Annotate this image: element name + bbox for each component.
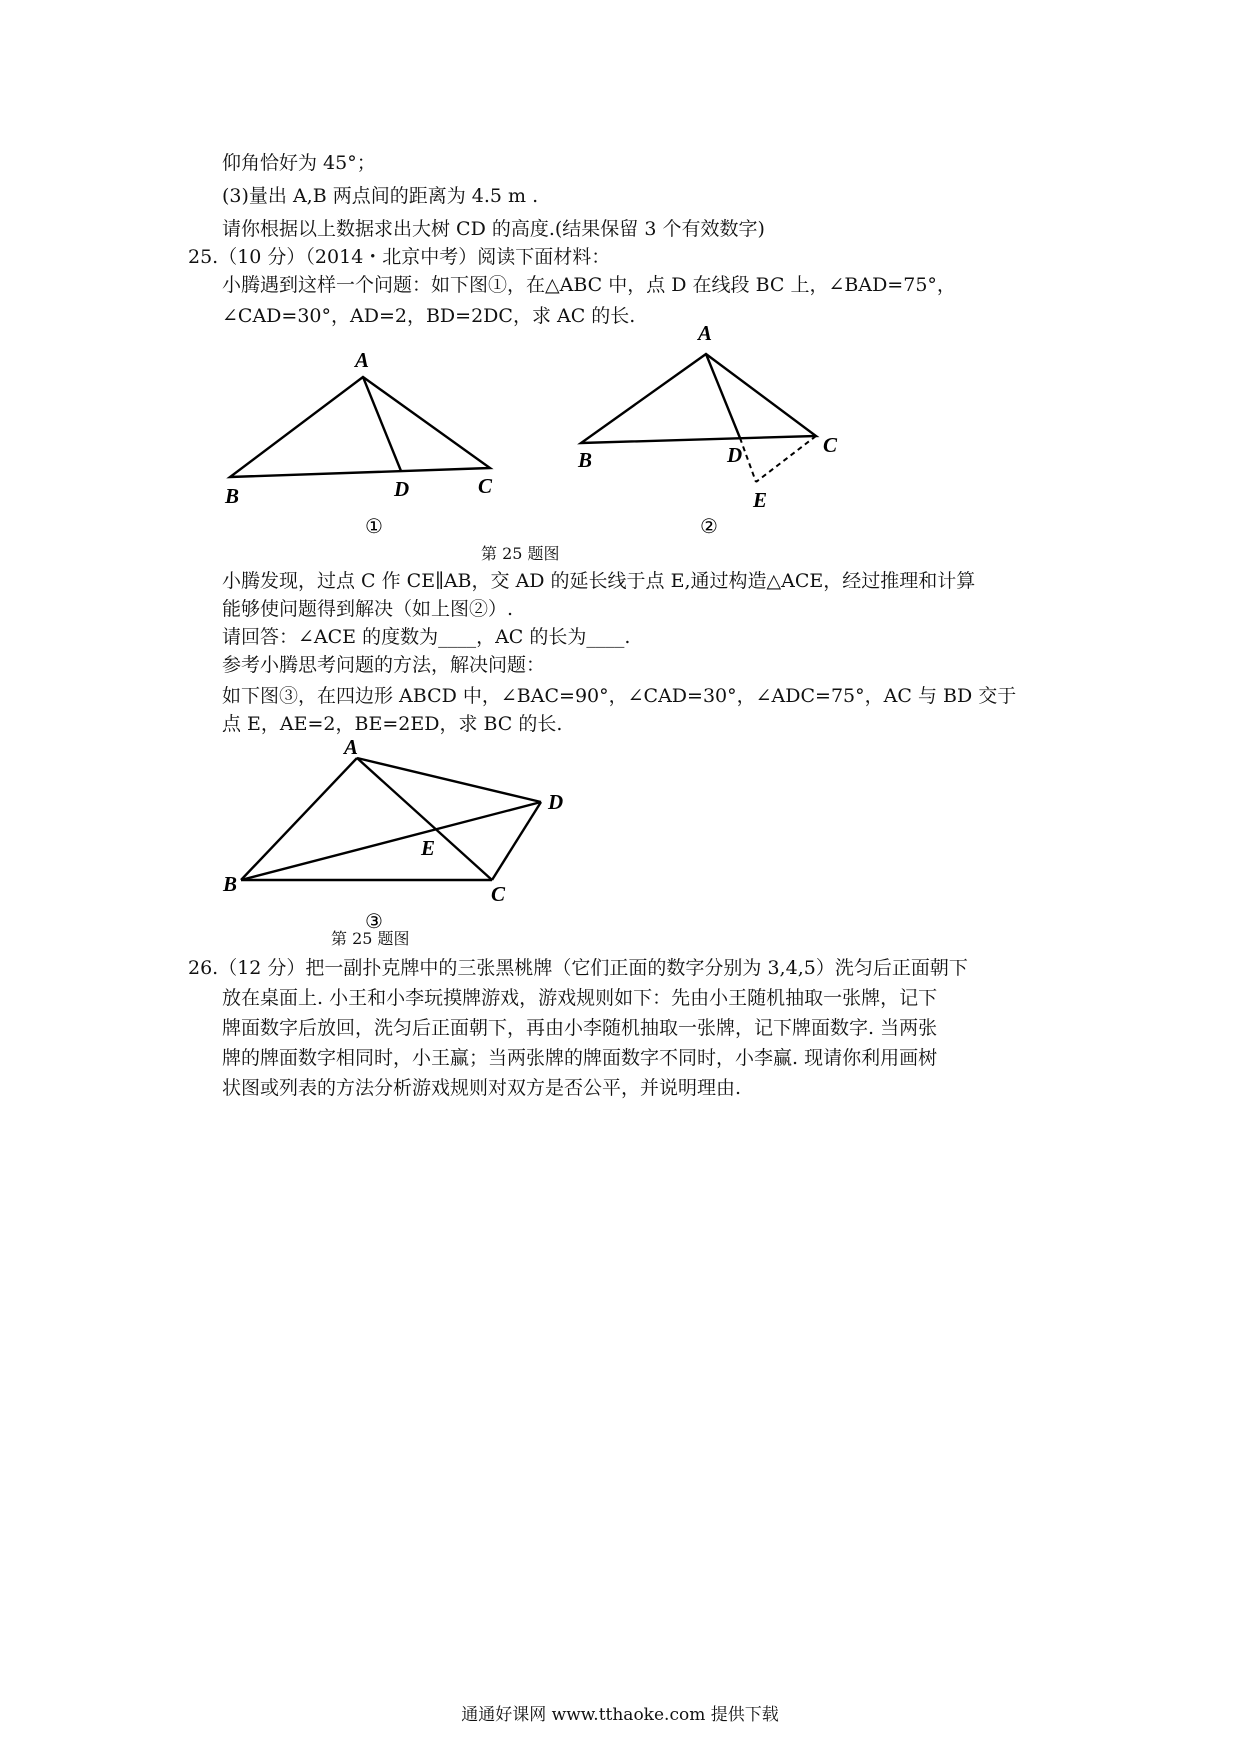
q26-line-2: 放在桌面上. 小王和小李玩摸牌游戏，游戏规则如下：先由小王随机抽取一张牌，记下 xyxy=(222,987,938,1009)
fig2-dashed-de xyxy=(740,438,756,482)
fig3-label-e: E xyxy=(421,836,436,860)
figure-caption-1: 第 25 题图 xyxy=(481,544,560,563)
q25-discover-line-2: 能够使问题得到解决（如上图②）. xyxy=(222,598,514,620)
fig3-segment-ad xyxy=(357,758,541,802)
fig1-label-c: C xyxy=(478,474,493,498)
fig1-label-a: A xyxy=(355,348,370,372)
q26-line-5: 状图或列表的方法分析游戏规则对双方是否公平，并说明理由. xyxy=(222,1077,742,1099)
q25-answer-line: 请回答：∠ACE 的度数为____，AC 的长为____. xyxy=(222,626,631,648)
fig3-label-d: D xyxy=(548,790,564,814)
q25-header: 25.（10 分）（2014・北京中考）阅读下面材料： xyxy=(188,246,611,268)
figure-caption-2: 第 25 题图 xyxy=(331,929,410,948)
q26-line-1: 26.（12 分）把一副扑克牌中的三张黑桃牌（它们正面的数字分别为 3,4,5）洗匀后正面朝下 xyxy=(188,957,968,979)
prev-question-line-1: 仰角恰好为 45°； xyxy=(222,152,376,174)
fig2-label-d: D xyxy=(727,443,743,467)
figure-3 xyxy=(220,735,580,945)
fig2-label-e: E xyxy=(753,488,768,512)
fig2-label-b: B xyxy=(578,448,593,472)
q25-problem-line-2: ∠CAD=30°，AD=2，BD=2DC，求 AC 的长. xyxy=(222,305,636,327)
fig3-segment-bd xyxy=(241,802,541,880)
fig2-triangle xyxy=(581,354,816,443)
fig2-label-a: A xyxy=(698,321,713,345)
q25-task-line-1: 如下图③，在四边形 ABCD 中，∠BAC=90°，∠CAD=30°，∠ADC=75°，AC 与 BD 交于 xyxy=(222,685,1017,707)
q25-problem-line-1: 小腾遇到这样一个问题：如下图①，在△ABC 中，点 D 在线段 BC 上，∠BAD=75°， xyxy=(222,274,956,296)
prev-question-line-2: (3)量出 A,B 两点间的距离为 4.5 m . xyxy=(222,185,539,207)
q25-method-line: 参考小腾思考问题的方法，解决问题： xyxy=(222,654,546,676)
q25-task-line-2: 点 E，AE=2，BE=2ED，求 BC 的长. xyxy=(222,713,563,735)
q26-line-3: 牌面数字后放回，洗匀后正面朝下，再由小李随机抽取一张牌，记下牌面数字. 当两张 xyxy=(222,1017,938,1039)
fig2-label-c: C xyxy=(823,433,838,457)
fig1-label-d: D xyxy=(394,477,410,501)
fig3-label-c: C xyxy=(491,882,506,906)
fig2-mark: ② xyxy=(700,516,718,538)
fig1-mark: ① xyxy=(365,516,383,538)
prev-question-line-3: 请你根据以上数据求出大树 CD 的高度.(结果保留 3 个有效数字) xyxy=(222,218,765,240)
fig3-mark: ③ xyxy=(365,911,383,933)
fig3-label-b: B xyxy=(223,872,238,896)
fig1-label-b: B xyxy=(225,484,240,508)
q26-line-4: 牌的牌面数字相同时，小王赢；当两张牌的牌面数字不同时，小李赢. 现请你利用画树 xyxy=(222,1047,938,1069)
figure-1 xyxy=(220,348,500,538)
page-footer: 通通好课网 www.tthaoke.com 提供下载 xyxy=(461,1705,779,1725)
fig2-dashed-ce xyxy=(756,436,816,482)
q25-discover-line-1: 小腾发现，过点 C 作 CE∥AB，交 AD 的延长线于点 E,通过构造△ACE，经过推理和计算 xyxy=(222,570,976,592)
figure-2 xyxy=(570,321,850,538)
fig3-label-a: A xyxy=(344,735,359,759)
fig3-segment-ab xyxy=(241,758,357,880)
fig1-triangle xyxy=(230,377,490,477)
